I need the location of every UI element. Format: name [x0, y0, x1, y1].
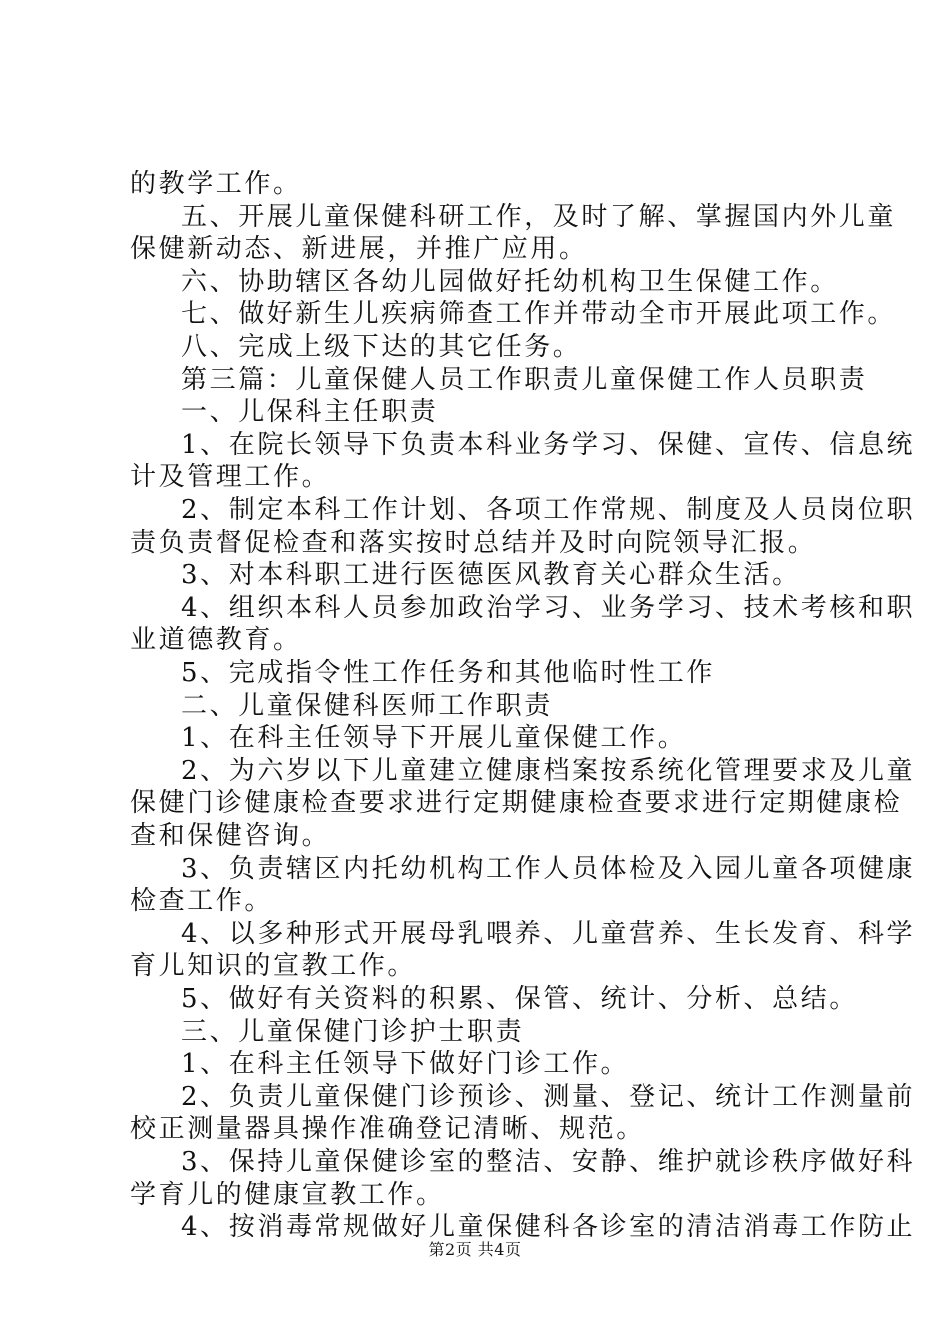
- text-line: 1、在院长领导下负责本科业务学习、保健、宣传、信息统: [181, 429, 916, 460]
- text-line: 4、以多种形式开展母乳喂养、儿童营养、生长发育、科学: [181, 918, 916, 949]
- text-line: 4、组织本科人员参加政治学习、业务学习、技术考核和职: [181, 592, 916, 623]
- text-line: 保健新动态、新进展，并推广应用。: [130, 234, 588, 265]
- text-line: 1、在科主任领导下做好门诊工作。: [181, 1049, 630, 1080]
- text-line: 检查工作。: [130, 886, 274, 917]
- section-heading: 三、儿童保健门诊护士职责: [181, 1016, 525, 1047]
- text-line: 五、开展儿童保健科研工作，及时了解、掌握国内外儿童: [181, 201, 897, 232]
- text-line: 业道德教育。: [130, 625, 302, 656]
- text-line: 七、做好新生儿疾病筛查工作并带动全市开展此项工作。: [181, 299, 897, 330]
- page-number-footer: 第2页 共4页: [428, 1240, 522, 1259]
- text-line: 责负责督促检查和落实按时总结并及时向院领导汇报。: [130, 527, 817, 558]
- text-line: 3、保持儿童保健诊室的整洁、安静、维护就诊秩序做好科: [181, 1147, 916, 1177]
- text-line: 六、协助辖区各幼儿园做好托幼机构卫生保健工作。: [181, 266, 839, 297]
- text-line: 3、对本科职工进行医德医风教育关心群众生活。: [181, 560, 801, 591]
- text-line: 学育儿的健康宣教工作。: [130, 1179, 445, 1210]
- text-line: 2、制定本科工作计划、各项工作常规、制度及人员岗位职: [181, 495, 916, 525]
- text-line: 1、在科主任领导下开展儿童保健工作。: [181, 723, 687, 754]
- text-line: 八、完成上级下达的其它任务。: [181, 332, 582, 362]
- text-line: 的教学工作。: [130, 169, 302, 199]
- section-heading: 二、儿童保健科医师工作职责: [181, 690, 553, 721]
- text-line: 保健门诊健康检查要求进行定期健康检查要求进行定期健康检: [130, 788, 903, 819]
- text-line: 2、为六岁以下儿童建立健康档案按系统化管理要求及儿童: [181, 755, 916, 786]
- text-line: 2、负责儿童保健门诊预诊、测量、登记、统计工作测量前: [181, 1081, 916, 1112]
- text-line: 校正测量器具操作准确登记清晰、规范。: [130, 1114, 645, 1145]
- text-line: 计及管理工作。: [130, 462, 331, 493]
- text-line: 4、按消毒常规做好儿童保健科各诊室的清洁消毒工作防止: [181, 1212, 916, 1243]
- section-heading: 一、儿保科主任职责: [181, 397, 439, 428]
- text-line: 5、完成指令性工作任务和其他临时性工作: [181, 658, 715, 688]
- text-line: 3、负责辖区内托幼机构工作人员体检及入园儿童各项健康: [181, 853, 916, 884]
- text-line: 第三篇：儿童保健人员工作职责儿童保健工作人员职责: [181, 364, 868, 395]
- text-line: 育儿知识的宣教工作。: [130, 951, 417, 982]
- text-line: 5、做好有关资料的积累、保管、统计、分析、总结。: [181, 984, 858, 1014]
- text-line: 查和保健咨询。: [130, 821, 331, 851]
